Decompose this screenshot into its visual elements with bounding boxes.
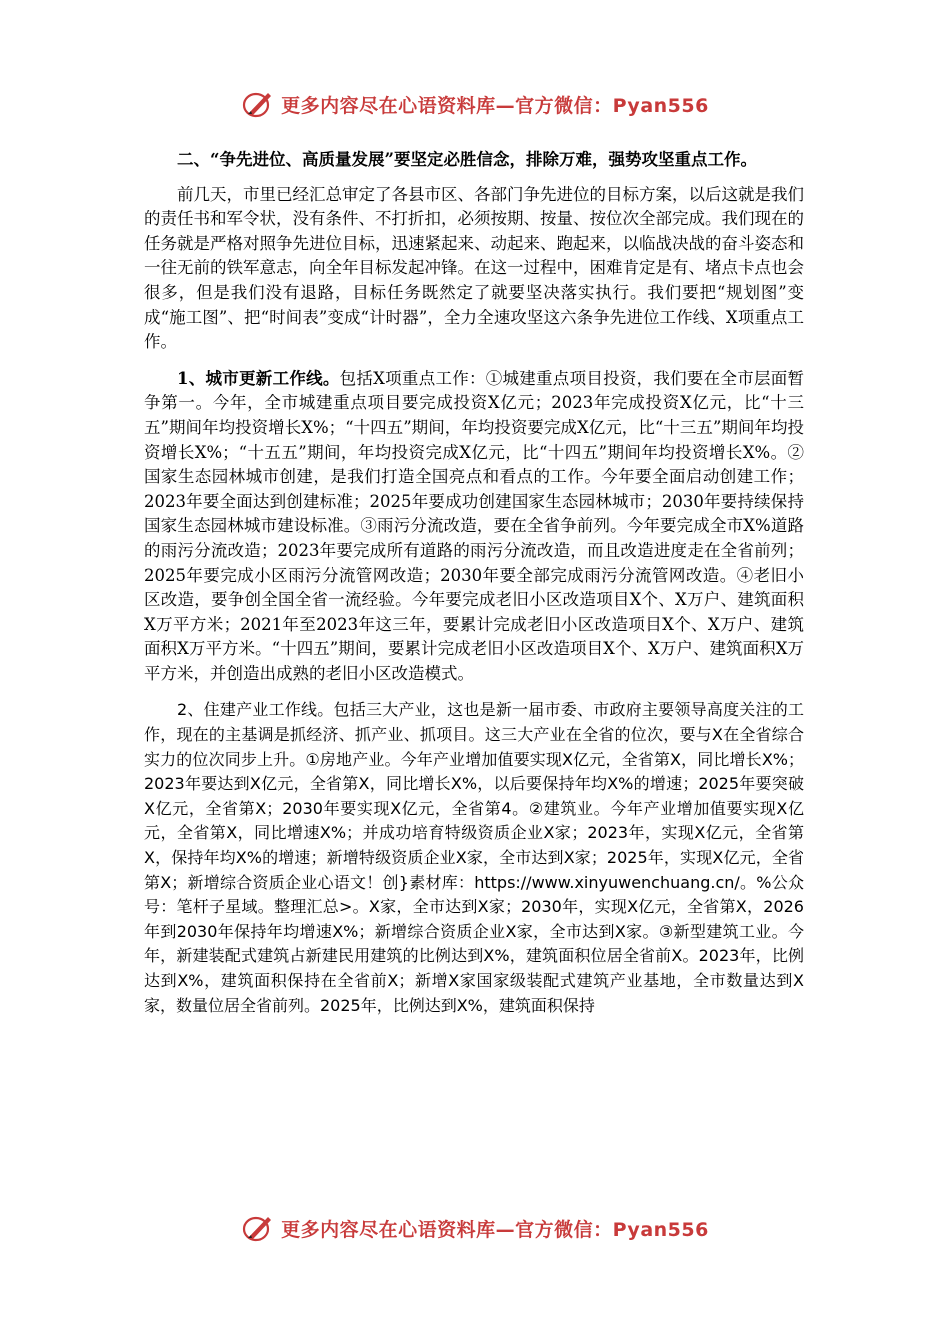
paragraph-body: 包括X项重点工作：①城建重点项目投资，我们要在全市层面暂争第一。今年，全市城建重点项目要完成投资X亿元；2023年完成投资X亿元，比“十三五”期间年均投资增长X%；“十四五”期间，年均投资要完成X亿元，比“十三五”期间年均投资增长X%；“十五五”期间，年均投资完成X亿元，比“十四五”期间年均投资增长X%。②国家生态园林城市创建，是我们打造全国亮点和看点的工作。今年要全面启动创建工作；2023年要全面达到创建标准；2025年要成功创建国家生态园林城市；2030年要持续保持国家生态园林城市建设标准。③雨污分流改造，要在全省争前列。今年要完成全市X%道路的雨污分流改造；2023年要完成所有道路的雨污分流改造，而且改造进度走在全省前列；2025年要完成小区雨污分流管网改造；2030年要全部完成雨污分流管网改造。④老旧小区改造，要争创全国全省一流经验。今年要完成老旧小区改造项目X个、X万户、建筑面积X万平方米；2021年至2023年这三年，要累计完成老旧小区改造项目X个、X万户、建筑面积X万平方米。“十四五”期间，要累计完成老旧小区改造项目X个、X万户、建筑面积X万平方米，并创造出成熟的老旧小区改造模式。 [144,368,804,683]
watermark-banner-top [0,82,950,126]
paragraph: 前几天，市里已经汇总审定了各县市区、各部门争先进位的目标方案，以后这就是我们的责任书和军令状，没有条件、不打折扣，必须按期、按量、按位次全部完成。我们现在的任务就是严格对照争先进位目标，迅速紧起来、动起来、跑起来，以临战决战的奋斗姿态和一往无前的铁军意志，向全年目标发起冲锋。在这一过程中，困难肯定是有、堵点卡点也会很多，但是我们没有退路，目标任务既然定了就要坚决落实执行。我们要把“规划图”变成“施工图”、把“时间表”变成“计时器”，全力全速攻坚这六条争先进位工作线、X项重点工作。 [144,184,804,352]
watermark-banner-bottom [0,1206,950,1250]
document-body [144,148,804,1030]
quill-pen-icon [241,1211,275,1245]
section-heading: 二、“争先进位、高质量发展”要坚定必胜信念，排除万难，强势攻坚重点工作。 [177,150,757,169]
watermark-text: 更多内容尽在心语资料库—官方微信：Pyan556 [281,94,709,117]
quill-pen-icon [241,87,275,121]
paragraph-lead: 1、城市更新工作线。 [177,368,340,388]
paragraph: 2、住建产业工作线。包括三大产业，这也是新一届市委、市政府主要领导高度关注的工作，现在的主基调是抓经济、抓产业、抓项目。这三大产业在全省的位次，要与X在全省综合实力的位次同步上升。①房地产业。今年产业增加值要实现X亿元，全省第X，同比增长X%；2023年要达到X亿元，全省第X，同比增长X%，以后要保持年均X%的增速；2025年要突破X亿元，全省第X；2030年要实现X亿元，全省第4。②建筑业。今年产业增加值要实现X亿元，全省第X，同比增速X%；并成功培育特级资质企业X家；2023年，实现X亿元，全省第X，保持年均X%的增速；新增特级资质企业X家，全市达到X家；2025年，实现X亿元，全省第X；新增综合资质企业心语文！创}素材库：https://www.xinyuwenchuang.cn/。%公众号：笔杆子星域。整理汇总>。X家，全市达到X家；2030年，实现X亿元，全省第X，2026年到2030年保持年均增速X%；新增综合资质企业X家，全市达到X家。③新型建筑工业。今年，新建装配式建筑占新建民用建筑的比例达到X%，建筑面积位居全省前X。2023年，比例达到X%，建筑面积保持在全省前X；新增X家国家级装配式建筑产业基地，全市数量达到X家，数量位居全省前列。2025年，比例达到X%，建筑面积保持 [144,700,804,1015]
watermark-text: 更多内容尽在心语资料库—官方微信：Pyan556 [281,1218,709,1241]
paragraph [144,367,804,687]
